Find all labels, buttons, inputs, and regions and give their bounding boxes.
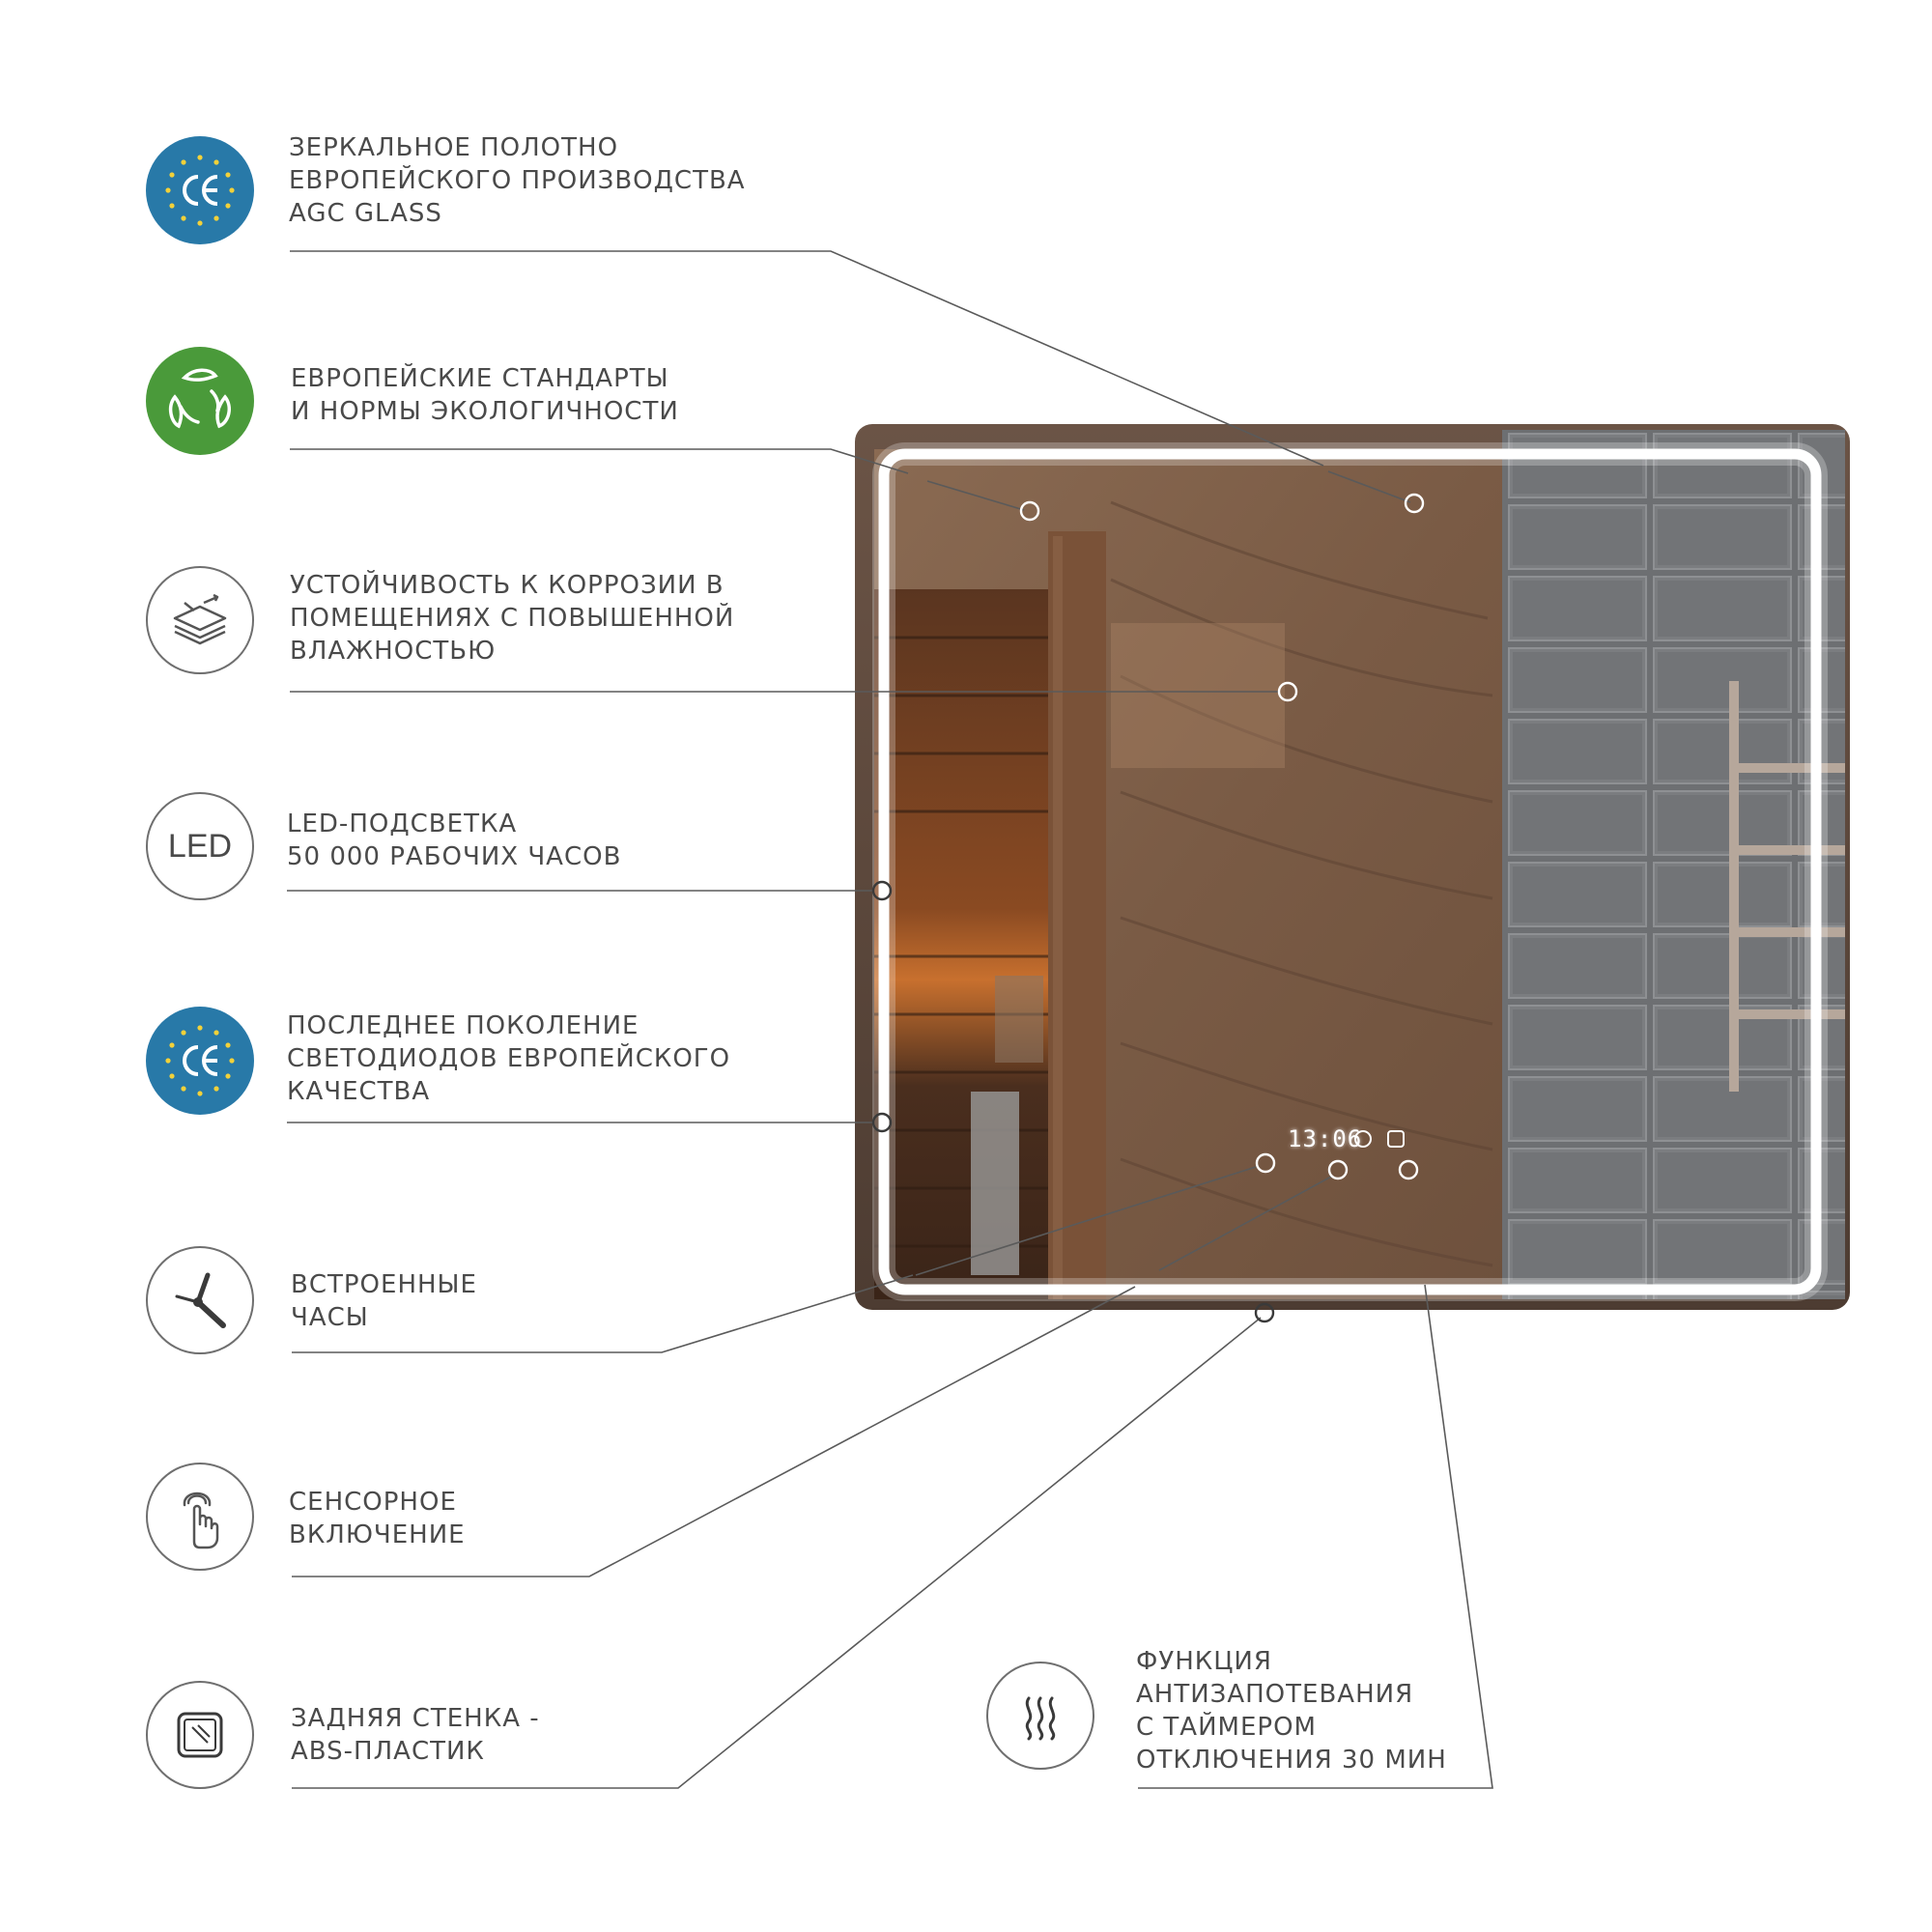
ce-mark-icon [146,1007,254,1115]
feature-agc-glass-text [289,131,746,230]
feature-line: ОТКЛЮЧЕНИЯ 30 МИН [1136,1746,1447,1775]
layers-icon [146,566,254,674]
feature-line: СВЕТОДИОДОВ ЕВРОПЕЙСКОГО [287,1044,731,1073]
feature-line: ЧАСЫ [291,1303,369,1332]
feature-line: LED-ПОДСВЕТКА [287,810,518,838]
feature-line: ЕВРОПЕЙСКИЕ СТАНДАРТЫ [291,364,669,393]
feature-line: ABS-ПЛАСТИК [291,1737,485,1766]
back-panel-icon [146,1681,254,1789]
led-icon-label: LED [167,827,233,865]
feature-line: AGC GLASS [289,199,442,228]
led-icon [146,792,254,900]
feature-line: ЗЕРКАЛЬНОЕ ПОЛОТНО [289,133,619,162]
feature-antifog-text [1136,1645,1447,1776]
feature-line: УСТОЙЧИВОСТЬ К КОРРОЗИИ В [290,571,724,600]
feature-line: С ТАЙМЕРОМ [1136,1713,1317,1742]
feature-led-quality-text [287,1009,730,1108]
feature-line: ВКЛЮЧЕНИЕ [289,1520,466,1549]
feature-eco-text [291,362,679,428]
mirror-clock-display: 13:06 [1288,1125,1363,1152]
feature-line: ВСТРОЕННЫЕ [291,1270,477,1299]
feature-line: 50 000 РАБОЧИХ ЧАСОВ [287,842,622,871]
feature-touch-text [289,1486,466,1551]
feature-line: ЕВРОПЕЙСКОГО ПРОИЗВОДСТВА [289,166,746,195]
eco-leaves-icon [146,347,254,455]
feature-led-text [287,808,621,873]
feature-line: ПОМЕЩЕНИЯХ С ПОВЫШЕННОЙ [290,604,735,633]
feature-line: АНТИЗАПОТЕВАНИЯ [1136,1680,1414,1709]
feature-line: ФУНКЦИЯ [1136,1647,1272,1676]
feature-line: ЗАДНЯЯ СТЕНКА - [291,1704,540,1733]
feature-corrosion-text [290,569,734,668]
feature-line: И НОРМЫ ЭКОЛОГИЧНОСТИ [291,397,679,426]
clock-hands-icon [146,1246,254,1354]
feature-line: ПОСЛЕДНЕЕ ПОКОЛЕНИЕ [287,1011,639,1040]
feature-abs-text [291,1702,540,1768]
feature-line: КАЧЕСТВА [287,1077,431,1106]
tile-reflection [1502,430,1845,1299]
ce-mark-icon [146,136,254,244]
heat-waves-icon [986,1662,1094,1770]
feature-line: СЕНСОРНОЕ [289,1488,457,1517]
touch-hand-icon [146,1463,254,1571]
feature-clock-text [291,1268,477,1334]
feature-line: ВЛАЖНОСТЬЮ [290,637,497,666]
